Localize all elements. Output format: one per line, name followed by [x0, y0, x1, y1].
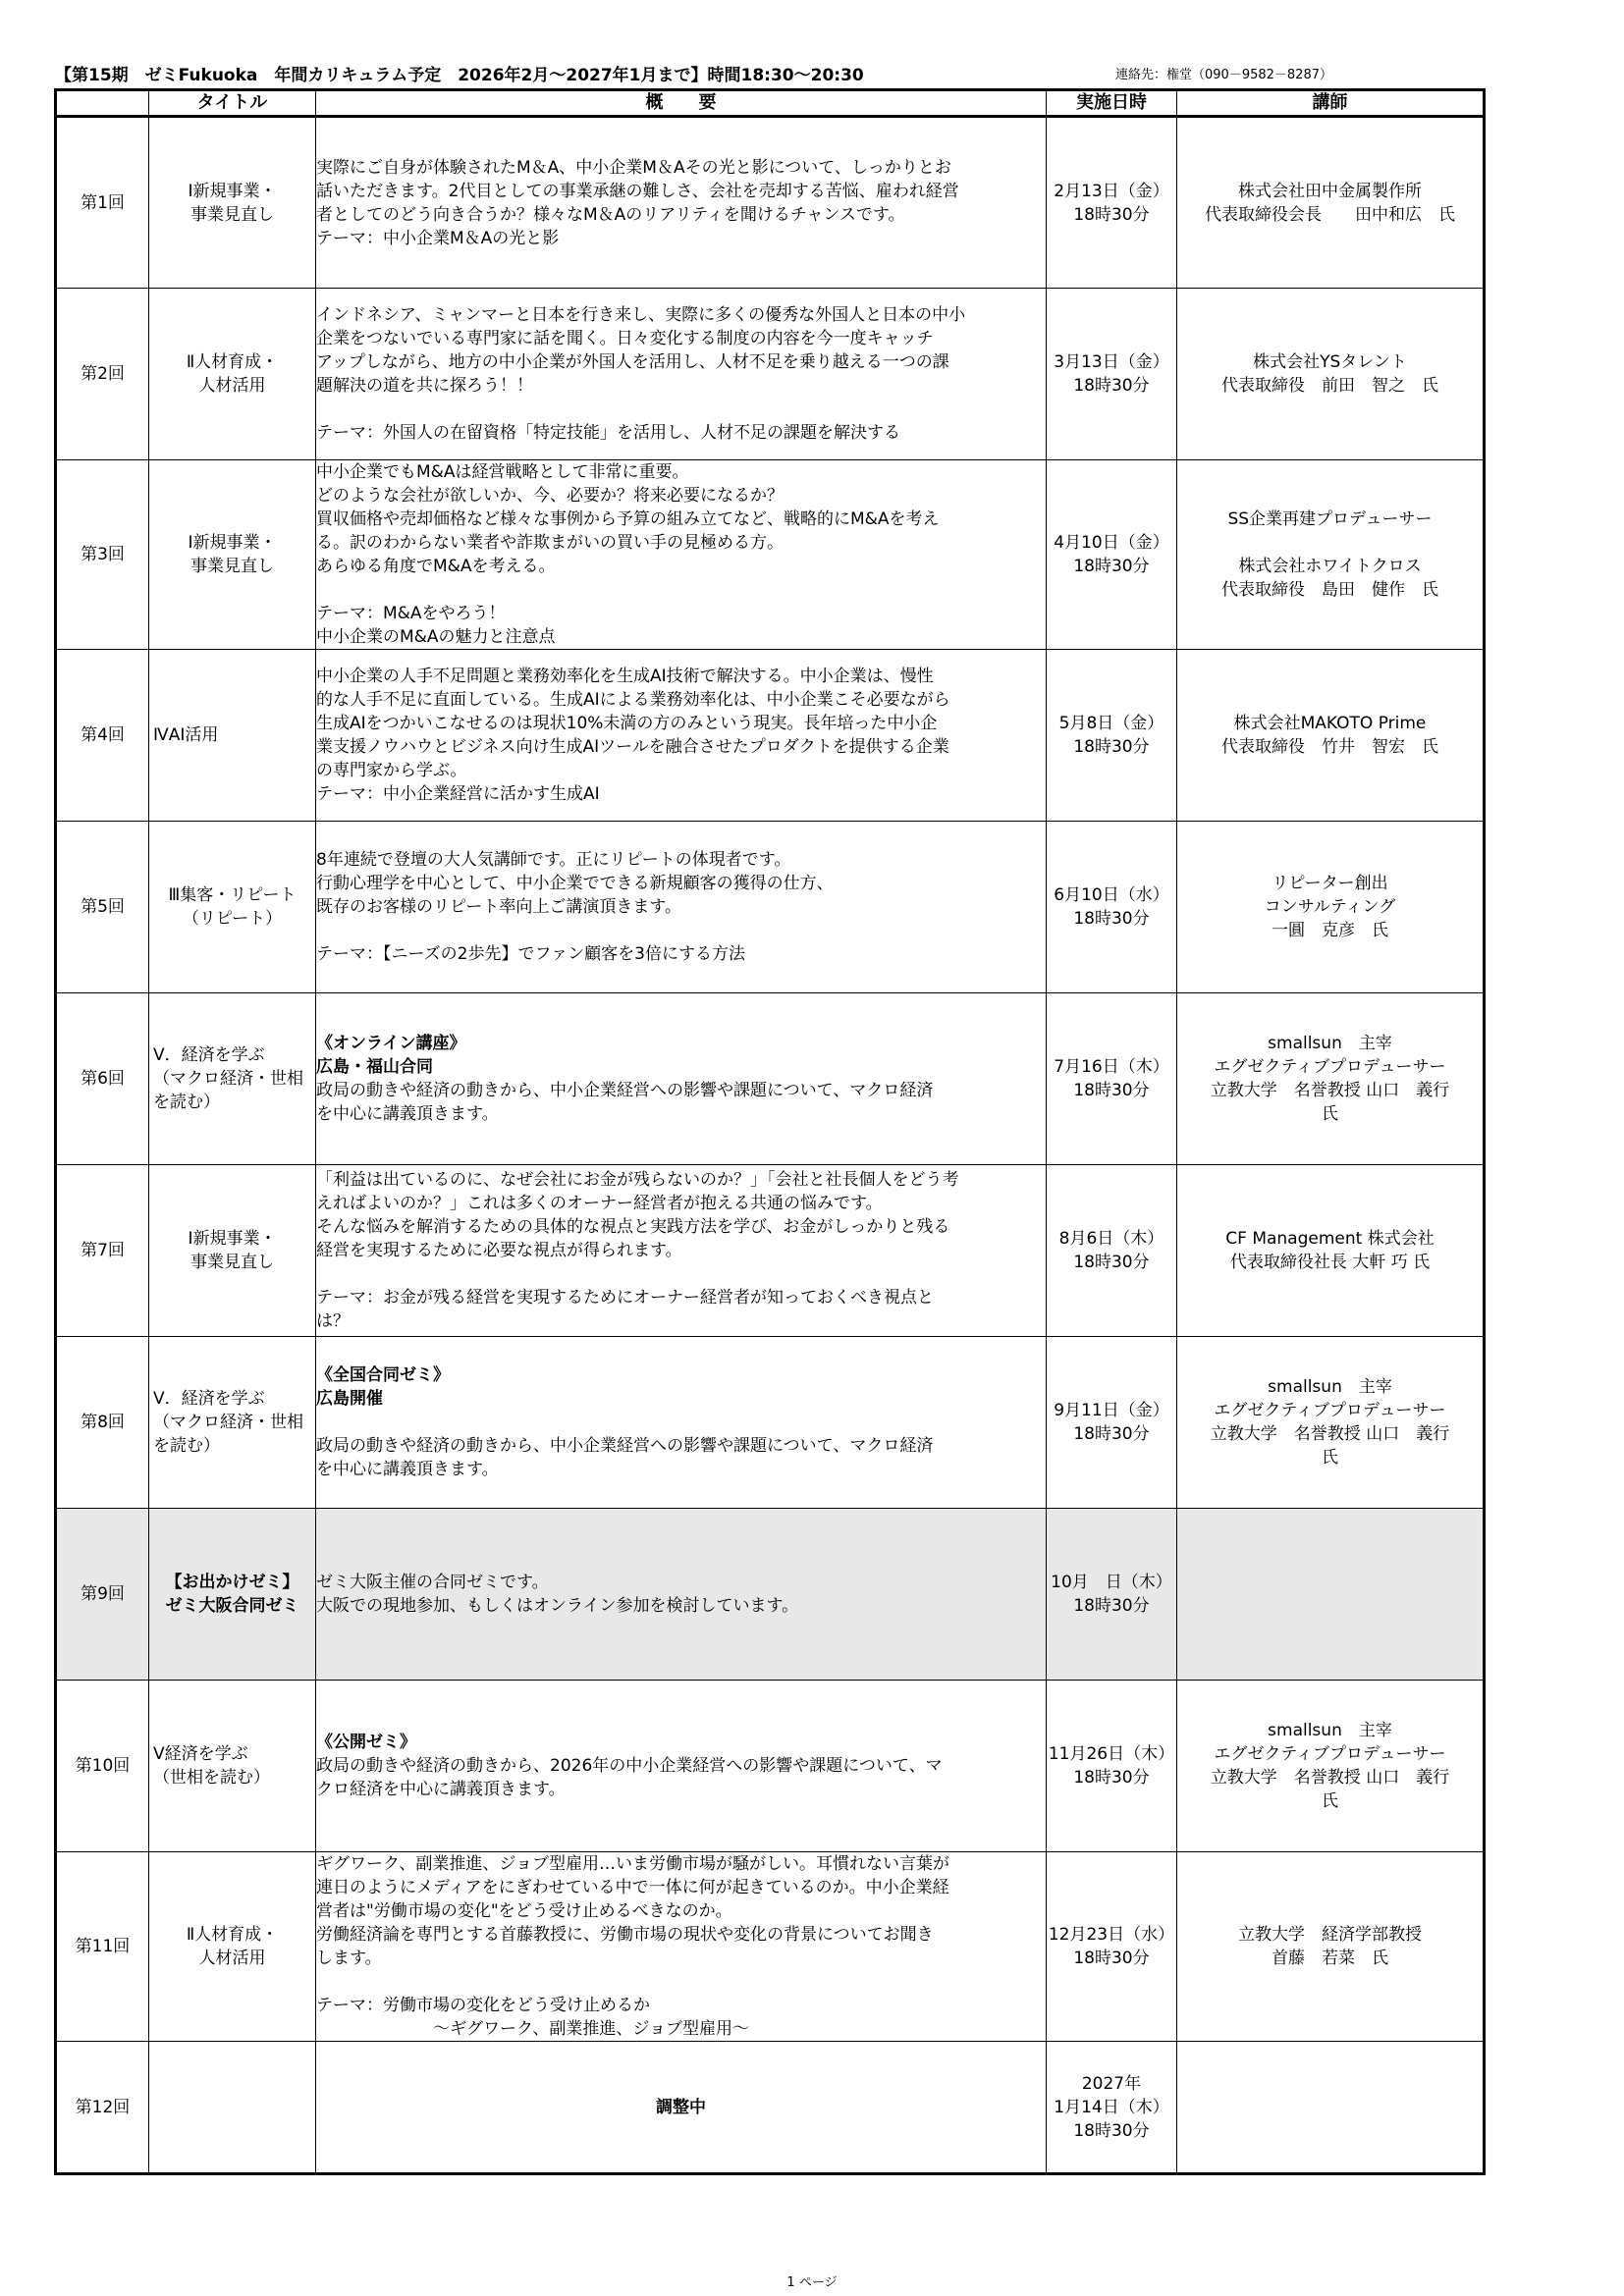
text-line: 《公開ゼミ》 [316, 1733, 416, 1752]
session-date [1047, 117, 1177, 289]
contact-info: 連絡先：権堂（090－9582－8287） [1115, 68, 1332, 82]
text-line: Ⅰ新規事業・ [188, 533, 277, 553]
session-title [149, 2042, 316, 2174]
session-title [149, 993, 316, 1165]
session-date [1047, 993, 1177, 1165]
text-line [316, 919, 1046, 942]
text-line: 18時30分 [1073, 737, 1150, 757]
text-line: 労働経済論を専門とする首藤教授に、労働市場の現状や変化の背景についてお聞き [316, 1925, 934, 1945]
text-line: 政局の動きや経済の動きから、中小企業経営への影響や課題について、マクロ経済 [316, 1436, 934, 1456]
text-line: 4月10日（金） [1054, 533, 1169, 553]
text-line: 氏 [1322, 1448, 1338, 1468]
session-date [1047, 1681, 1177, 1852]
session-title [149, 117, 316, 289]
text-line: リピーター創出 [1272, 874, 1388, 893]
session-date [1047, 289, 1177, 460]
session-title [149, 289, 316, 460]
text-line: 18時30分 [1073, 1949, 1150, 1968]
table-header-row [56, 90, 1485, 117]
session-lecturer [1177, 289, 1485, 460]
text-line: ゼミ大阪合同ゼミ [165, 1596, 299, 1616]
text-line: 《全国合同ゼミ》 [316, 1365, 450, 1385]
text-line: エグゼクティブプロデューサー [1214, 1744, 1446, 1764]
session-date [1047, 1852, 1177, 2042]
text-line: 企業をつないでいる専門家に話を聞く。日々変化する制度の内容を今一度キャッチ [316, 329, 934, 348]
text-line: 【お出かけゼミ】 [165, 1573, 299, 1592]
session-summary [316, 1509, 1047, 1681]
text-line: （マクロ経済・世相 [153, 1069, 303, 1089]
text-line: ゼミ大阪主催の合同ゼミです。 [316, 1573, 549, 1592]
text-line: そんな悩みを解消するための具体的な視点と実践方法を学び、お金がしっかりと残る [316, 1217, 950, 1237]
session-number: 第12回 [56, 2042, 149, 2174]
session-summary [316, 822, 1047, 993]
text-line: 18時30分 [1073, 2120, 1150, 2141]
session-row [56, 2042, 1485, 2174]
text-line: 株式会社YSタレント [1253, 352, 1407, 372]
session-number: 第6回 [56, 993, 149, 1165]
text-line: 買収価格や売却価格など様々な事例から予算の組み立てなど、戦略的にM&Aを考え [316, 509, 940, 529]
text-line: 中小企業でもM&Aは経営戦略として非常に重要。 [316, 462, 689, 482]
text-line: 的な人手不足に直面している。生成AIによる業務効率化は、中小企業こそ必要ながら [316, 690, 950, 710]
status-text: 調整中 [656, 2097, 706, 2117]
text-line: 話いただきます。2代目としての事業承継の難しさ、会社を売却する苦悩、雇われ経営 [316, 181, 959, 201]
session-lecturer [1177, 1337, 1485, 1509]
text-line: Ⅴ．経済を学ぶ [153, 1045, 265, 1065]
text-line: 18時30分 [1073, 376, 1150, 396]
session-number: 第8回 [56, 1337, 149, 1509]
text-line: 株式会社MAKOTO Prime [1233, 714, 1427, 733]
text-line: smallsun 主宰 [1268, 1034, 1392, 1053]
session-title [149, 650, 316, 822]
text-line: テーマ：お金が残る経営を実現するためにオーナー経営者が知っておくべき視点と [316, 1288, 934, 1308]
session-date [1047, 1165, 1177, 1337]
text-line: 者としてのどう向き合うか？様々なM＆Aのリアリティを聞けるチャンスです。 [316, 204, 905, 225]
text-line: 氏 [1322, 1791, 1338, 1811]
text-line: 代表取締役 竹井 智宏 氏 [1221, 737, 1438, 757]
session-lecturer [1177, 993, 1485, 1165]
session-lecturer [1177, 1165, 1485, 1337]
session-row [56, 1337, 1485, 1509]
session-summary [316, 289, 1047, 460]
text-line: （世相を読む） [153, 1768, 270, 1788]
session-date [1047, 650, 1177, 822]
text-line: クロ経済を中心に講義頂きます。 [316, 1780, 566, 1799]
session-row [56, 1509, 1485, 1681]
text-line: 代表取締役会長 田中和広 氏 [1205, 204, 1455, 225]
text-line: 立教大学 名誉教授 山口 義行 [1210, 1424, 1450, 1444]
session-row [56, 650, 1485, 822]
text-line: 7月16日（木） [1054, 1057, 1169, 1077]
session-summary [316, 993, 1047, 1165]
text-line: の専門家から学ぶ。 [316, 761, 467, 780]
text-line [316, 578, 1046, 602]
text-line: 2月13日（金） [1054, 181, 1169, 201]
text-line: 立教大学 名誉教授 山口 義行 [1210, 1081, 1450, 1100]
text-line: ⅣAI活用 [153, 725, 219, 745]
text-line: 9月11日（金） [1054, 1401, 1169, 1420]
text-line: （マクロ経済・世相 [153, 1413, 303, 1432]
text-line: Ⅱ人材育成・ [186, 1925, 279, 1945]
text-line: 10月 日（木） [1051, 1573, 1172, 1592]
session-row [56, 993, 1485, 1165]
session-number: 第11回 [56, 1852, 149, 2042]
document-header [55, 57, 1481, 86]
text-line: どのような会社が欲しいか、今、必要か？将来必要になるか？ [316, 486, 784, 506]
session-title [149, 1337, 316, 1509]
session-summary [316, 2042, 1047, 2174]
text-line: 8年連続で登壇の大人気講師です。正にリピートの体現者です。 [316, 850, 791, 870]
text-line: 18時30分 [1073, 557, 1150, 576]
session-summary [316, 1681, 1047, 1852]
session-row [56, 1165, 1485, 1337]
text-line: SS企業再建プロデューサー [1227, 509, 1433, 529]
session-lecturer [1177, 2042, 1485, 2174]
page-number: 1 ページ [786, 2275, 838, 2290]
text-line: Ⅰ新規事業・ [188, 181, 277, 201]
text-line: 2027年 [1081, 2073, 1142, 2094]
session-number: 第1回 [56, 117, 149, 289]
text-line: 11月26日（木） [1048, 1744, 1175, 1764]
text-line: 生成AIをつかいこなせるのは現状10%未満の方のみという現実。長年培った中小企 [316, 714, 938, 733]
text-line: 18時30分 [1073, 1253, 1150, 1272]
text-line: 行動心理学を中心として、中小企業でできる新規顧客の獲得の仕方、 [316, 874, 834, 893]
session-number: 第10回 [56, 1681, 149, 1852]
text-line: を読む） [153, 1436, 220, 1456]
session-row [56, 460, 1485, 650]
text-line [1177, 531, 1483, 555]
session-summary [316, 1337, 1047, 1509]
text-line: ～ギグワーク、副業推進、ジョブ型雇用～ [316, 2019, 749, 2039]
session-row [56, 117, 1485, 289]
text-line: 広島・福山合同 [316, 1057, 433, 1077]
session-lecturer [1177, 650, 1485, 822]
text-line: 連日のようにメディアをにぎわせている中で一体に何が起きているのか。中小企業経 [316, 1878, 949, 1897]
text-line: smallsun 主宰 [1268, 1721, 1392, 1740]
session-number: 第5回 [56, 822, 149, 993]
text-line: 事業見直し [190, 204, 274, 225]
text-line: 代表取締役 島田 健作 氏 [1221, 580, 1438, 600]
text-line: は？ [316, 1311, 350, 1331]
text-line: インドネシア、ミャンマーと日本を行き来し、実際に多くの優秀な外国人と日本の中小 [316, 305, 966, 325]
text-line: 中小企業の人手不足問題と業務効率化を生成AI技術で解決する。中小企業は、慢性 [316, 667, 934, 686]
text-line: を中心に講義頂きます。 [316, 1104, 499, 1124]
text-line: 広島開催 [316, 1389, 383, 1409]
session-summary [316, 1852, 1047, 2042]
text-line: 政局の動きや経済の動きから、中小企業経営への影響や課題について、マクロ経済 [316, 1081, 934, 1100]
text-line: 立教大学 経済学部教授 [1238, 1925, 1422, 1945]
text-line: （リピート） [182, 909, 283, 929]
text-line: 8月6日（木） [1058, 1229, 1164, 1249]
text-line: 5月8日（金） [1058, 714, 1164, 733]
text-line: 12月23日（水） [1048, 1925, 1175, 1945]
text-line: エグゼクティブプロデューサー [1214, 1057, 1446, 1077]
text-line: 業支援ノウハウとビジネス向け生成AIツールを融合させたプロダクトを提供する企業 [316, 737, 949, 757]
text-line: テーマ：中小企業M＆Aの光と影 [316, 228, 560, 248]
text-line: あらゆる角度でM&Aを考える。 [316, 557, 556, 576]
text-line: テーマ：中小企業経営に活かす生成AI [316, 784, 600, 804]
session-title [149, 822, 316, 993]
text-line: 営者は"労働市場の変化"をどう受け止めるべきなのか。 [316, 1901, 732, 1921]
session-number: 第3回 [56, 460, 149, 650]
text-line: 経営を実現するために必要な視点が得られます。 [316, 1241, 682, 1260]
column-header-title: タイトル [149, 90, 316, 117]
session-title [149, 1165, 316, 1337]
session-number: 第2回 [56, 289, 149, 460]
text-line: 1月14日（木） [1054, 2097, 1169, 2117]
text-line: 6月10日（水） [1054, 885, 1169, 905]
text-line: テーマ：【ニーズの2歩先】でファン顧客を3倍にする方法 [316, 944, 745, 964]
text-line: 株式会社ホワイトクロス [1238, 557, 1422, 576]
text-line: 氏 [1322, 1104, 1338, 1124]
text-line: Ⅱ人材育成・ [186, 352, 279, 372]
session-lecturer [1177, 1509, 1485, 1681]
text-line: 実際にご自身が体験されたM＆A、中小企業M＆Aその光と影について、しっかりとお [316, 157, 951, 178]
curriculum-table [54, 88, 1486, 2175]
text-line: 18時30分 [1073, 1596, 1150, 1616]
text-line: Ⅰ新規事業・ [188, 1229, 277, 1249]
text-line: ギグワーク、副業推進、ジョブ型雇用…いま労働市場が騒がしい。耳慣れない言葉が [316, 1854, 949, 1874]
session-row [56, 289, 1485, 460]
session-title [149, 1509, 316, 1681]
text-line: 中小企業のM&Aの魅力と注意点 [316, 627, 556, 647]
session-date [1047, 822, 1177, 993]
text-line [316, 398, 1046, 421]
text-line: アップしながら、地方の中小企業が外国人を活用し、人材不足を乗り越える一つの課 [316, 352, 949, 372]
text-line: を中心に講義頂きます。 [316, 1460, 499, 1479]
session-lecturer [1177, 1681, 1485, 1852]
text-line: 一圓 克彦 氏 [1272, 921, 1388, 940]
column-header-date: 実施日時 [1047, 90, 1177, 117]
text-line: 代表取締役 前田 智之 氏 [1221, 376, 1438, 396]
text-line: エグゼクティブプロデューサー [1214, 1401, 1446, 1420]
session-title [149, 1681, 316, 1852]
session-summary [316, 460, 1047, 650]
text-line: 人材活用 [198, 376, 266, 396]
session-lecturer [1177, 822, 1485, 993]
text-line: します。 [316, 1949, 382, 1968]
column-header-summary: 概 要 [316, 90, 1047, 117]
session-number: 第9回 [56, 1509, 149, 1681]
session-number: 第4回 [56, 650, 149, 822]
session-row [56, 822, 1485, 993]
session-title [149, 460, 316, 650]
session-lecturer [1177, 460, 1485, 650]
text-line: コンサルティング [1264, 897, 1396, 917]
text-line: Ⅴ．経済を学ぶ [153, 1389, 265, 1409]
text-line: 18時30分 [1073, 909, 1150, 929]
document-title: 【第15期 ゼミFukuoka 年間カリキュラム予定 2026年2月～2027年1月まで】時間18:30～20:30 [55, 66, 864, 85]
text-line: えればよいのか？」これは多くのオーナー経営者が抱える共通の悩みです。 [316, 1194, 883, 1213]
session-lecturer [1177, 1852, 1485, 2042]
text-line: 株式会社田中金属製作所 [1238, 181, 1422, 201]
text-line: 大阪での現地参加、もしくはオンライン参加を検討しています。 [316, 1596, 799, 1616]
text-line: 人材活用 [198, 1949, 266, 1968]
text-line: を読む） [153, 1093, 220, 1112]
text-line [316, 1262, 1046, 1286]
session-title [149, 1852, 316, 2042]
text-line: Ⅲ集客・リピート [168, 885, 297, 905]
text-line: テーマ：外国人の在留資格「特定技能」を活用し、人材不足の課題を解決する [316, 423, 900, 443]
column-header-number [56, 90, 149, 117]
session-date [1047, 460, 1177, 650]
text-line: 18時30分 [1073, 1768, 1150, 1788]
table-body [56, 117, 1485, 2174]
session-date [1047, 1509, 1177, 1681]
session-number: 第7回 [56, 1165, 149, 1337]
text-line: smallsun 主宰 [1268, 1377, 1392, 1397]
text-line: 政局の動きや経済の動きから、2026年の中小企業経営への影響や課題について、マ [316, 1756, 943, 1776]
text-line [316, 1970, 1046, 1994]
text-line: CF Management 株式会社 [1225, 1229, 1435, 1249]
session-summary [316, 650, 1047, 822]
text-line: 「利益は出ているのに、なぜ会社にお金が残らないのか？」「会社と社長個人をどう考 [316, 1170, 959, 1190]
text-line: 18時30分 [1073, 1424, 1150, 1444]
text-line: 18時30分 [1073, 1081, 1150, 1100]
text-line: 立教大学 名誉教授 山口 義行 [1210, 1768, 1450, 1788]
session-row [56, 1852, 1485, 2042]
text-line: る。訳のわからない業者や詐欺まがいの買い手の見極める方。 [316, 533, 784, 553]
text-line: 既存のお客様のリピート率向上ご講演頂きます。 [316, 897, 681, 917]
text-line: 18時30分 [1073, 204, 1150, 225]
column-header-lecturer: 講師 [1177, 90, 1485, 117]
session-summary [316, 117, 1047, 289]
text-line: 題解決の道を共に探ろう！！ [316, 376, 533, 396]
session-date [1047, 2042, 1177, 2174]
session-row [56, 1681, 1485, 1852]
text-line: テーマ：労働市場の変化をどう受け止めるか [316, 1996, 650, 2015]
text-line [316, 1411, 1046, 1434]
text-line: テーマ：M&Aをやろう！ [316, 604, 506, 623]
text-line: Ⅴ経済を学ぶ [153, 1744, 248, 1764]
text-line: 《オンライン講座》 [316, 1034, 466, 1053]
text-line: 首藤 若菜 氏 [1272, 1949, 1388, 1968]
text-line: 3月13日（金） [1054, 352, 1169, 372]
text-line: 事業見直し [190, 1253, 274, 1272]
text-line: 事業見直し [190, 557, 274, 576]
session-summary [316, 1165, 1047, 1337]
session-lecturer [1177, 117, 1485, 289]
text-line: 代表取締役社長 大軒 巧 氏 [1229, 1253, 1431, 1272]
session-date [1047, 1337, 1177, 1509]
